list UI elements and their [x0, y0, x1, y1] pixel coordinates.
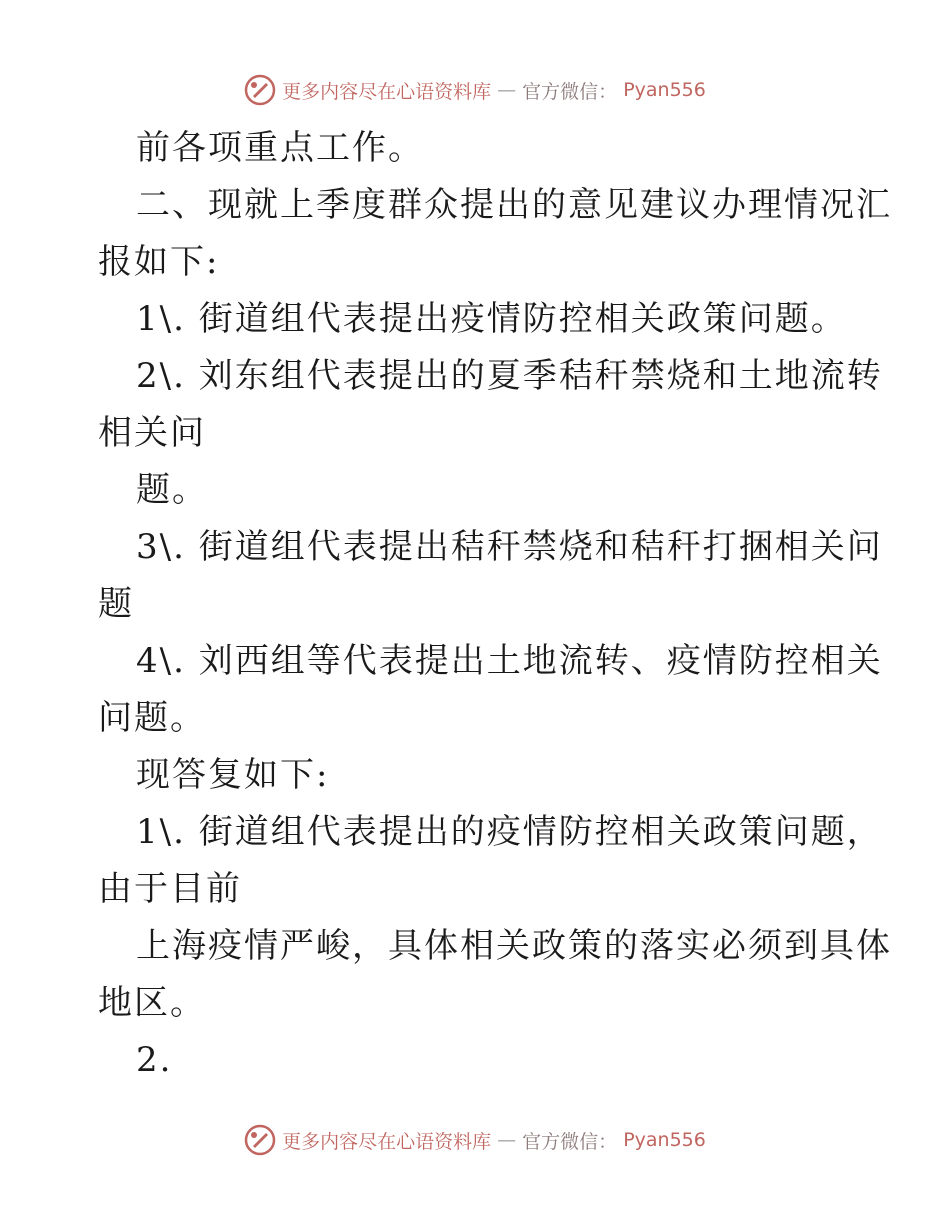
body-line: 1\. 街道组代表提出的疫情防控相关政策问题， [136, 812, 883, 852]
watermark-wechat-id: Pyan556 [623, 1129, 706, 1151]
watermark-dash: — [497, 79, 517, 101]
body-line: 上海疫情严峻，具体相关政策的落实必须到具体 [136, 926, 892, 966]
watermark-dash: — [497, 1129, 517, 1151]
body-line: 4\. 刘西组等代表提出土地流转、疫情防控相关 [136, 641, 883, 681]
body-line: 相关问 [98, 413, 206, 453]
body-line: 地区。 [98, 983, 206, 1023]
body-line: 题。 [136, 470, 208, 510]
body-line: 现答复如下: [136, 755, 330, 795]
header-watermark [0, 74, 950, 106]
body-line: 2\. 刘东组代表提出的夏季秸秆禁烧和土地流转 [136, 356, 883, 396]
document-body [98, 120, 892, 1089]
body-line: 由于目前 [98, 869, 242, 909]
watermark-wechat-id: Pyan556 [623, 79, 706, 101]
body-line: 二、现就上季度群众提出的意见建议办理情况汇 [136, 185, 892, 225]
watermark-sub-text: 官方微信： [522, 80, 618, 103]
brand-logo-icon [244, 1124, 276, 1156]
body-line: 题 [98, 584, 134, 624]
body-line: 3\. 街道组代表提出秸秆禁烧和秸秆打捆相关问 [136, 527, 883, 567]
watermark-sub-text: 官方微信： [522, 1130, 618, 1153]
body-line: 2. [136, 1040, 173, 1080]
watermark-main-text: 更多内容尽在心语资料库 [282, 1130, 492, 1153]
footer-watermark [0, 1124, 950, 1156]
body-line: 问题。 [98, 698, 206, 738]
body-line: 前各项重点工作。 [136, 128, 424, 168]
brand-logo-icon [244, 74, 276, 106]
watermark-main-text: 更多内容尽在心语资料库 [282, 80, 492, 103]
body-line: 报如下: [98, 242, 220, 282]
body-line: 1\. 街道组代表提出疫情防控相关政策问题。 [136, 299, 847, 339]
